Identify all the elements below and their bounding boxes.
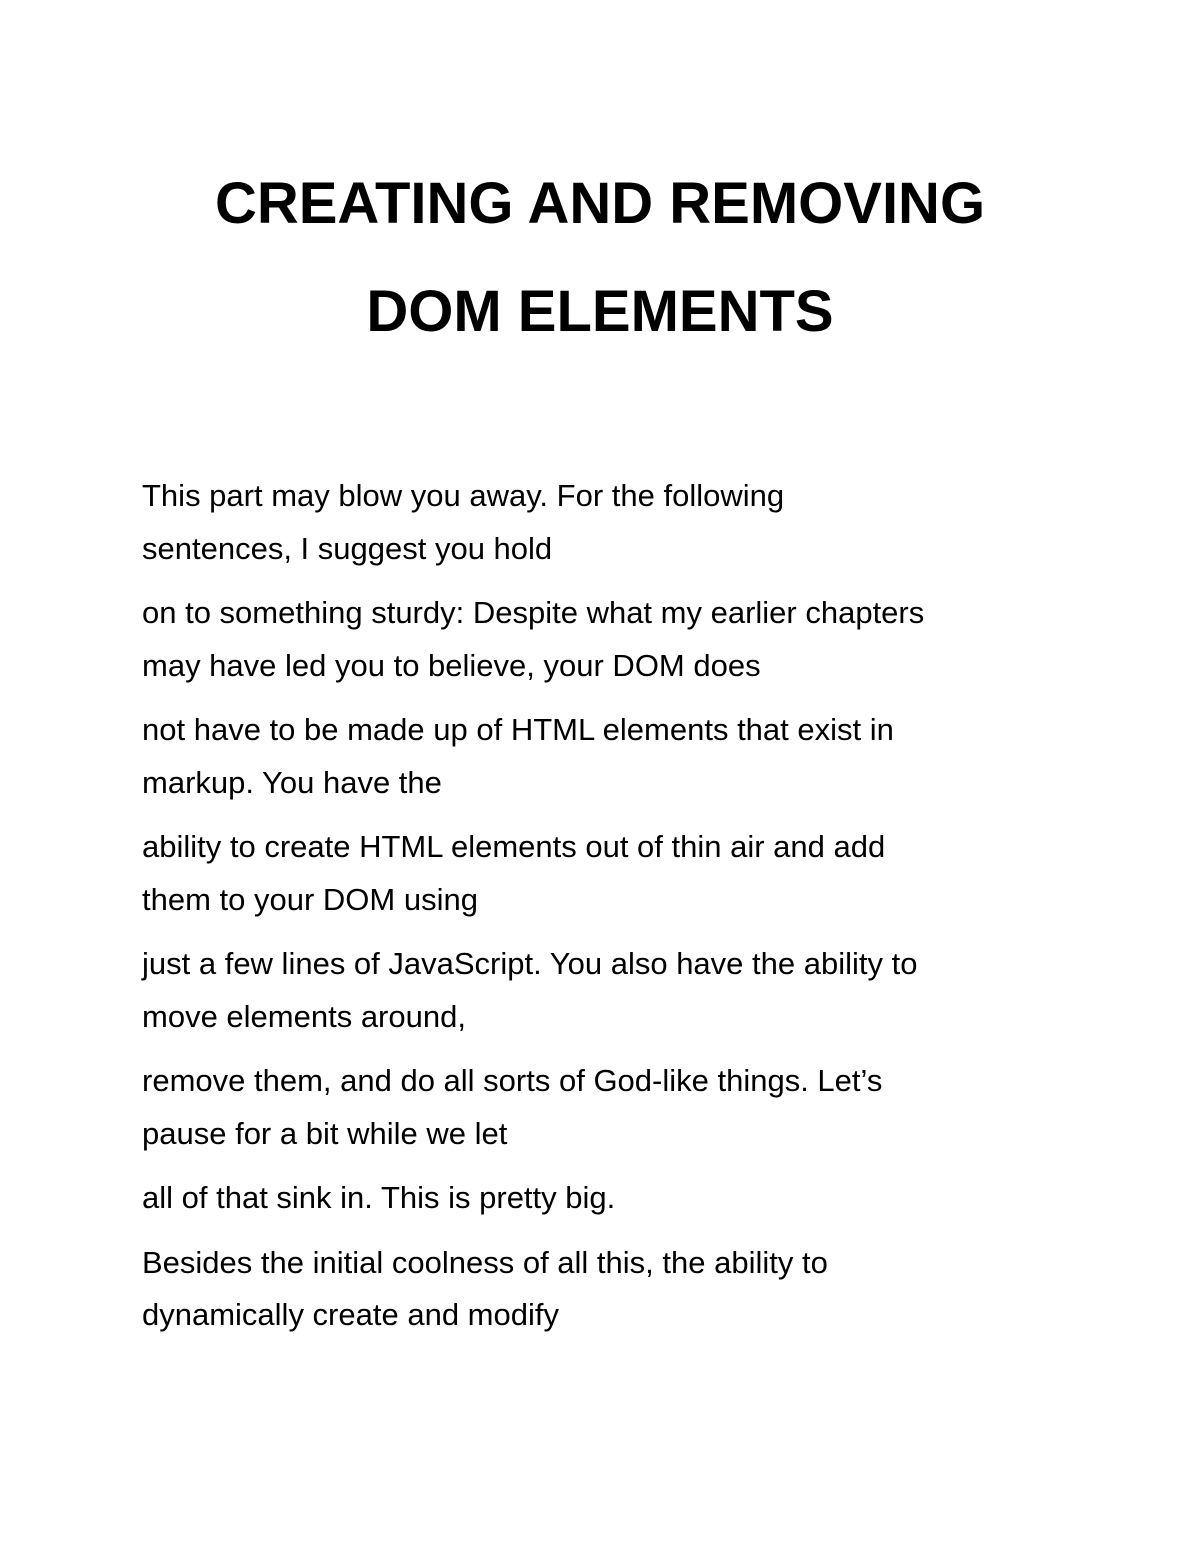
text-line: may have led you to believe, your DOM does [142,647,761,683]
body-text [142,470,1082,1354]
paragraph [142,1237,1082,1342]
text-line: move elements around, [142,998,466,1034]
paragraph [142,704,1082,809]
paragraph [142,1055,1082,1160]
text-line: markup. You have the [142,764,442,800]
text-line: remove them, and do all sorts of God-like things. Let’s [142,1063,883,1098]
page-title [0,150,1200,366]
text-line: them to your DOM using [142,881,478,917]
text-line: Besides the initial coolness of all this, the ability to [142,1244,828,1280]
paragraph [142,821,1082,926]
paragraph [142,938,1082,1043]
paragraph [142,470,1082,575]
text-line: ability to create HTML elements out of thin air and add [142,829,886,864]
text-line: pause for a bit while we let [142,1115,508,1151]
text-line: on to something sturdy: Despite what my earlier chapters [142,595,925,630]
text-line: all of that sink in. This is pretty big. [142,1180,616,1215]
text-line: dynamically create and modify [142,1297,559,1332]
text-line: This part may blow you away. For the following [142,478,785,513]
paragraph [142,1172,1082,1225]
text-line: not have to be made up of HTML elements that exist in [142,712,894,747]
paragraph [142,587,1082,692]
title-line: DOM ELEMENTS [366,279,834,344]
title-line: CREATING AND REMOVING [214,171,986,236]
text-line: sentences, I suggest you hold [142,530,553,566]
text-line: just a few lines of JavaScript. You also have the ability to [142,946,918,981]
